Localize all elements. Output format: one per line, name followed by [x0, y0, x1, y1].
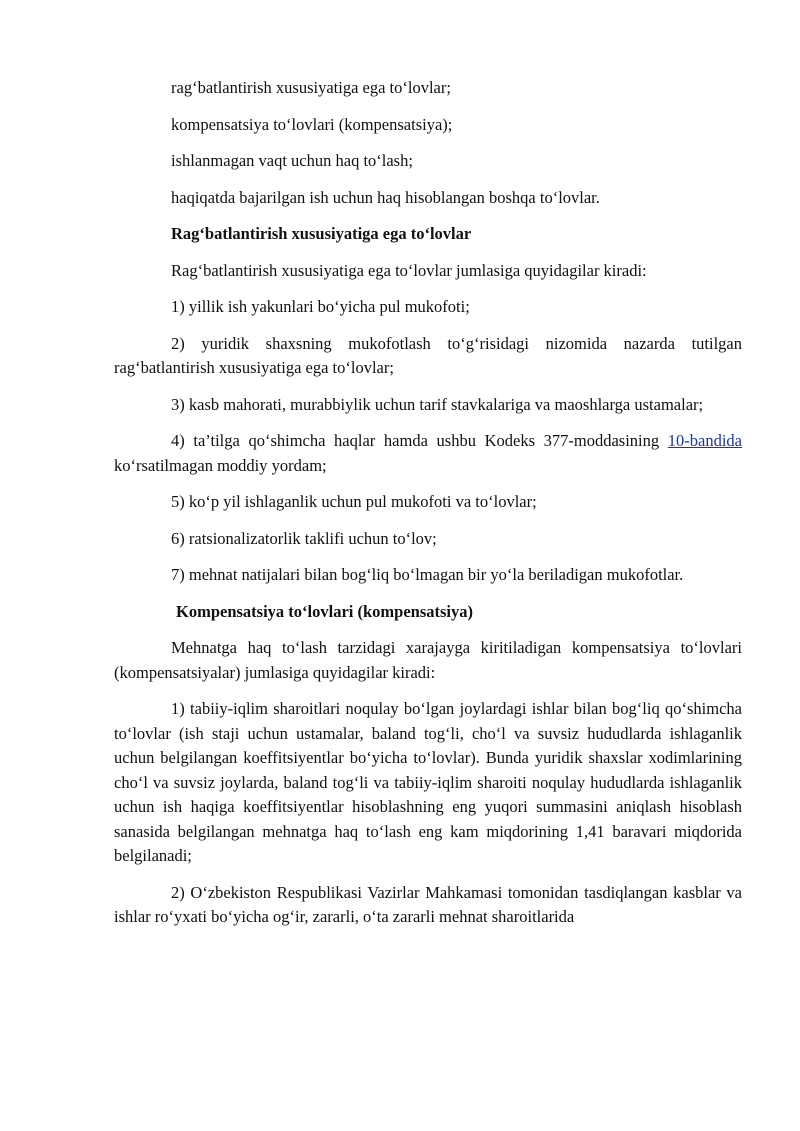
list-item-harmful-conditions: 2) O‘zbekiston Respublikasi Vazirlar Mahkamasi tomonidan tasdiqlangan kasblar va ishlar ro‘yxati bo‘yicha og‘ir, zararli, o‘ta zararli mehnat sharoitlarida [114, 882, 742, 926]
article-reference-link[interactable]: 10-bandida [667, 431, 742, 450]
paragraph-unworked-time: ishlanmagan vaqt uchun haq to‘lash; [171, 151, 413, 170]
list-item-vacation-text-end: ko‘rsatilmagan moddiy yordam; [114, 455, 327, 475]
list-item-annual-bonus: 1) yillik ish yakunlari bo‘yicha pul mukofoti; [171, 297, 470, 316]
paragraph-other-payments: haqiqatda bajarilgan ish uchun haq hisoblangan boshqa to‘lovlar. [171, 187, 600, 207]
list-item-skill-allowances: 3) kasb mahorati, murabbiylik uchun tarif stavkalariga va maoshlarga ustamalar; [171, 394, 704, 414]
list-item-rationalization-payment: 6) ratsionalizatorlik taklifi uchun to‘lov; [171, 528, 437, 548]
list-item-regulation-payments: 2) yuridik shaxsning mukofotlash to‘g‘risidagi nizomida nazarda tutilgan rag‘batlantirish xususiyatiga ega to‘lovlar; [114, 333, 742, 377]
document-page [114, 76, 742, 942]
paragraph-incentive-intro: Rag‘batlantirish xususiyatiga ega to‘lovlar jumlasiga quyidagilar kiradi: [171, 260, 647, 280]
section-heading-compensation: Kompensatsiya to‘lovlari (kompensatsiya) [176, 601, 473, 621]
paragraph-incentive-payments: rag‘batlantirish xususiyatiga ega to‘lovlar; [171, 78, 451, 97]
section-heading-incentive: Rag‘batlantirish xususiyatiga ega to‘lovlar [171, 224, 472, 243]
list-item-vacation-text-start: 4) ta’tilga qo‘shimcha haqlar hamda ushbu Kodeks 377-moddasining [171, 431, 668, 450]
paragraph-compensation-payments: kompensatsiya to‘lovlari (kompensatsiya); [171, 114, 453, 134]
list-item-one-time-bonus: 7) mehnat natijalari bilan bog‘liq bo‘lmagan bir yo‘la beriladigan mukofotlar. [171, 565, 684, 584]
list-item-long-service-bonus: 5) ko‘p yil ishlaganlik uchun pul mukofoti va to‘lovlar; [171, 492, 537, 511]
list-item-vacation-supplements [114, 429, 742, 478]
list-item-climate-conditions: 1) tabiiy-iqlim sharoitlari noqulay bo‘lgan joylardagi ishlar bilan bog‘liq qo‘shimcha to‘lovlar (ish staji uchun ustamalar, baland tog‘li, cho‘l va suvsiz hududlarda ishlaganlik uchun belgilangan koeffitsiyentlar bo‘yicha to‘lovlar). Bunda yuridik shaxslar xodimlarining cho‘l va suvsiz joylarda, baland tog‘li va tabiiy-iqlim sharoiti noqulay hududlarda ishlaganlik uchun ish haqiga koeffitsiyentlar hisoblashning eng yuqori summasini aniqlash hisoblash sanasida belgilangan mehnatga haq to‘lash eng kam miqdorining 1,41 baravari miqdorida belgilanadi; [114, 699, 742, 865]
paragraph-compensation-intro: Mehnatga haq to‘lash tarzidagi xarajayga kiritiladigan kompensatsiya to‘lovlari (kompensatsiyalar) jumlasiga quyidagilar kiradi: [114, 638, 742, 682]
